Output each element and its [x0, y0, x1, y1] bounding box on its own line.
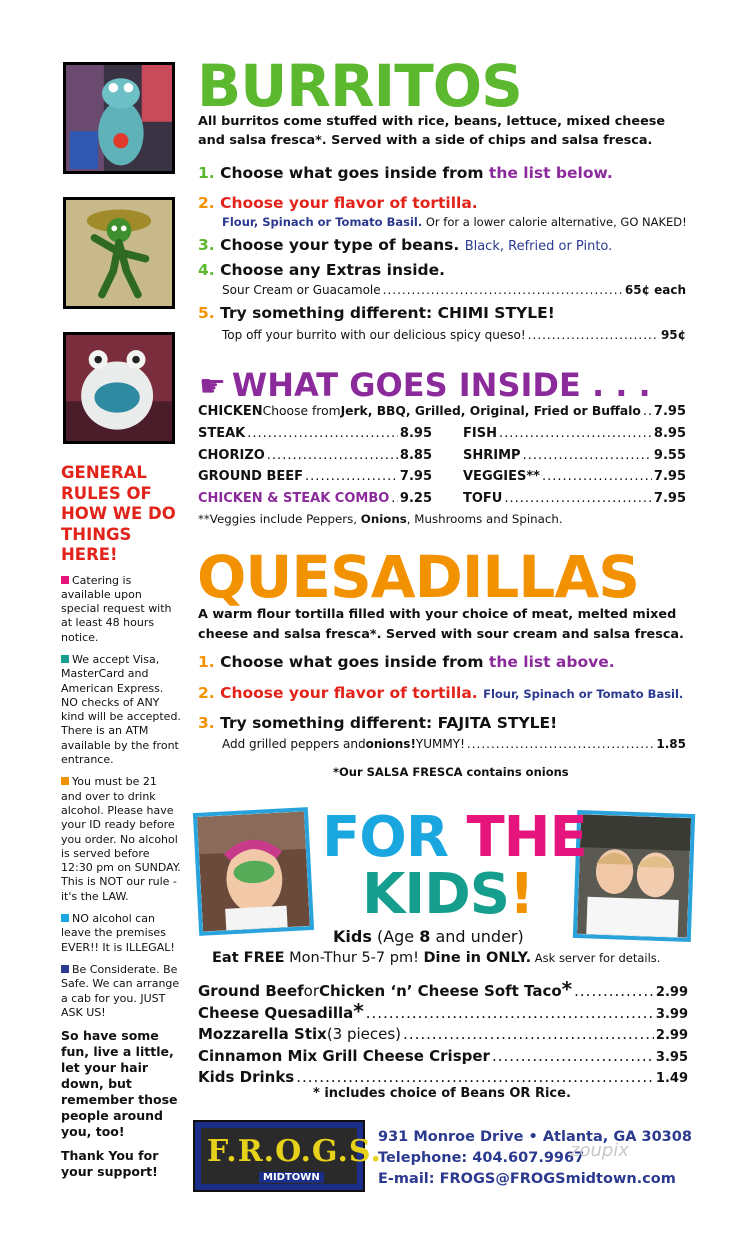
- burrito-step-3: 3. Choose your type of beans. Black, Refried or Pinto.: [198, 236, 613, 254]
- inside-item-row: GROUND BEEF ..... 7.95: [198, 469, 432, 484]
- chicken-row: CHICKEN Choose from Jerk, BBQ, Grilled, Original, Fried or Buffalo ..... 7.95: [198, 404, 686, 419]
- kids-item-row: Ground Beef or Chicken ‘n’ Cheese Soft Taco * ..... 2.99: [198, 982, 688, 1000]
- blue-square-icon: [61, 914, 69, 922]
- burrito-step-1: 1. Choose what goes inside from the list below.: [198, 164, 613, 182]
- kids-item-row: Kids Drinks ..... 1.49: [198, 1068, 688, 1086]
- what-goes-inside-heading: ☛ WHAT GOES INSIDE . . .: [199, 366, 651, 404]
- frog-planter-image: [66, 335, 172, 441]
- tortilla-options: Flour, Spinach or Tomato Basil. Or for a lower calorie alternative, GO NAKED!: [222, 215, 687, 229]
- burritos-title: BURRITOS: [197, 52, 522, 120]
- kids-item-row: Cinnamon Mix Grill Cheese Crisper ..... 3.95: [198, 1047, 688, 1065]
- kids-eat-free-line: Eat FREE Mon-Thur 5-7 pm! Dine in ONLY. Ask server for details.: [212, 950, 661, 966]
- chimi-price-row: Top off your burrito with our delicious spicy queso! ..... 95¢: [222, 328, 686, 342]
- rules-sidebar: [61, 463, 181, 1180]
- inside-item-row: TOFU ..... 7.95: [463, 491, 686, 506]
- inside-item-row: CHORIZO ..... 8.85: [198, 448, 432, 463]
- kids-item-row: Mozzarella Stix (3 pieces) ..... 2.99: [198, 1025, 688, 1043]
- phone[interactable]: Telephone: 404.607.9967: [378, 1150, 585, 1166]
- frog-statue-photo: [63, 62, 175, 174]
- rule-item: You must be 21 and over to drink alcohol. Please have your ID ready before you order. No alcohol is served before 12:30 pm on SUNDAY. This is NOT our rule - it's the LAW.: [61, 775, 181, 903]
- contact-info: [378, 1127, 692, 1190]
- inside-item-row: VEGGIES** ..... 7.95: [463, 469, 686, 484]
- navy-square-icon: [61, 965, 69, 973]
- rules-title: GENERAL RULES OF HOW WE DO THINGS HERE!: [61, 463, 176, 564]
- kids-age-line: Kids (Age 8 and under): [333, 927, 524, 946]
- inside-item-row: FISH ..... 8.95: [463, 426, 686, 441]
- email[interactable]: E-mail: FROGS@FROGSmidtown.com: [378, 1171, 676, 1187]
- logo-text: F.R.O.G.S.: [207, 1134, 382, 1169]
- burrito-step-2: 2. Choose your flavor of tortilla.: [198, 194, 478, 212]
- rule-item: We accept Visa, MasterCard and American Express. NO checks of ANY kind will be accepted. There is an ATM available by the front entrance.: [61, 652, 181, 767]
- orange-square-icon: [61, 777, 69, 785]
- frogs-logo: [193, 1120, 382, 1192]
- burrito-step-5: 5. Try something different: CHIMI STYLE!: [198, 304, 555, 322]
- frog-planter-photo: [63, 332, 175, 444]
- quesadilla-step-3: 3. Try something different: FAJITA STYLE!: [198, 714, 558, 732]
- rule-item: Catering is available upon special request with at least 48 hours notice.: [61, 573, 172, 644]
- burrito-step-4: 4. Choose any Extras inside.: [198, 261, 446, 279]
- frog-dancer-photo: [63, 197, 175, 309]
- extras-price-row: Sour Cream or Guacamole ..... 65¢ each: [222, 283, 686, 297]
- pink-square-icon: [61, 576, 69, 584]
- logo-subtext: MIDTOWN: [259, 1172, 324, 1183]
- kids-item-row: Cheese Quesadilla * ..... 3.99: [198, 1004, 688, 1022]
- kids-note: * includes choice of Beans OR Rice.: [313, 1086, 571, 1101]
- address: 931 Monroe Drive • Atlanta, GA 30308: [378, 1129, 692, 1145]
- frog-statue-image: [66, 65, 172, 171]
- kid-facepaint-image: [197, 811, 310, 931]
- burritos-description: All burritos come stuffed with rice, beans, lettuce, mixed cheese and salsa fresca*. Served with a side of chips and salsa fresca.: [198, 114, 666, 148]
- rules-thanks: Thank You for your support!: [61, 1148, 159, 1180]
- kids-smiling-image: [577, 814, 691, 938]
- inside-item-row: CHICKEN & STEAK COMBO ..... 9.25: [198, 491, 432, 506]
- rules-closing: So have some fun, live a little, let your hair down, but remember those people around you, too!: [61, 1028, 178, 1140]
- quesadillas-description: A warm flour tortilla filled with your choice of meat, melted mixed cheese and salsa fresca*. Served with sour cream and salsa fresca.: [198, 607, 684, 642]
- salsa-note: *Our SALSA FRESCA contains onions: [333, 765, 569, 779]
- pointing-hand-icon: ☛: [199, 369, 226, 404]
- kid-facepaint-photo: [193, 807, 314, 936]
- quesadilla-step-1: 1. Choose what goes inside from the list above.: [198, 653, 615, 671]
- watermark: zoupix: [570, 1140, 629, 1161]
- veggies-note: **Veggies include Peppers, Onions, Mushrooms and Spinach.: [198, 512, 563, 526]
- kids-heading: KIDS!: [362, 862, 534, 927]
- inside-item-row: STEAK ..... 8.95: [198, 426, 432, 441]
- quesadillas-title: QUESADILLAS: [197, 543, 639, 611]
- kids-smiling-photo: [573, 810, 695, 942]
- fajita-price-row: Add grilled peppers and onions! YUMMY! ..... 1.85: [222, 737, 686, 751]
- frog-dancer-image: [66, 200, 172, 306]
- for-the-heading: FOR THE: [322, 805, 587, 870]
- rule-item: NO alcohol can leave the premises EVER!! It is ILLEGAL!: [61, 912, 175, 954]
- inside-item-row: SHRIMP ..... 9.55: [463, 448, 686, 463]
- quesadilla-step-2: 2. Choose your flavor of tortilla. Flour, Spinach or Tomato Basil.: [198, 684, 684, 702]
- rule-item: Be Considerate. Be Safe. We can arrange a cab for you. JUST ASK US!: [61, 962, 180, 1019]
- teal-square-icon: [61, 655, 69, 663]
